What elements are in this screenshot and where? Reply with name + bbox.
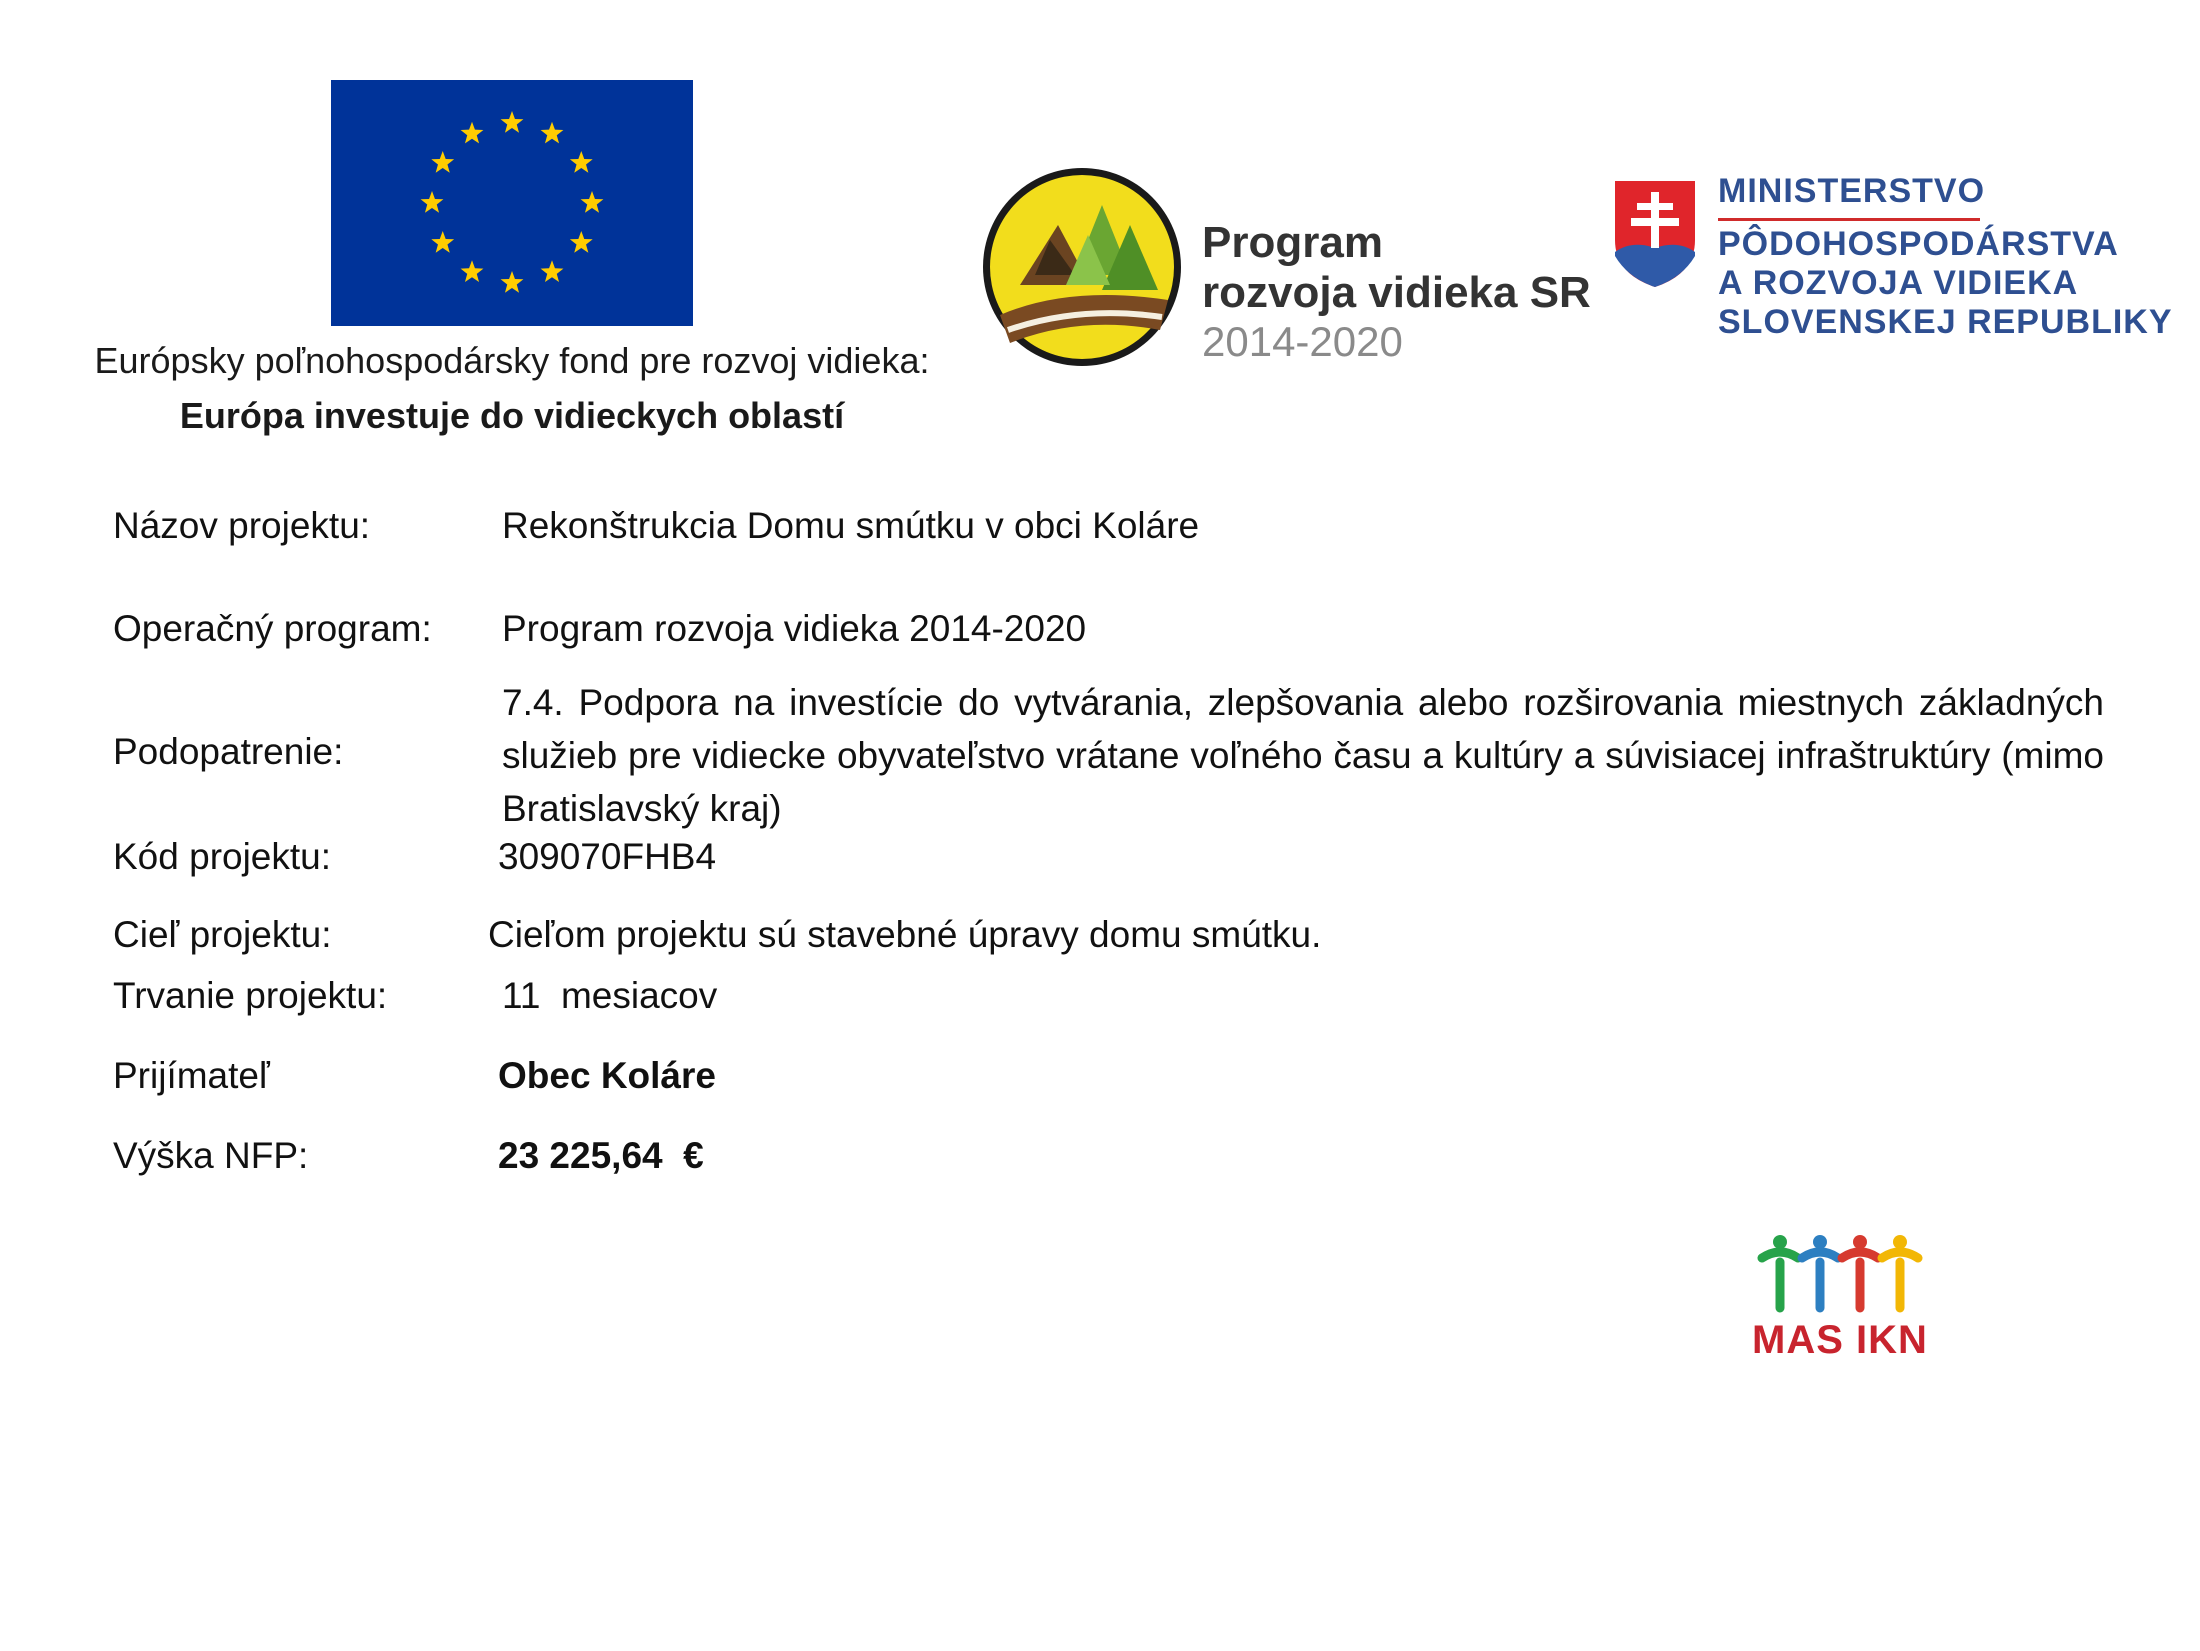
program-logo-line-3: 2014-2020 (1202, 318, 1403, 365)
recipient-label: Prijímateľ (113, 1055, 270, 1096)
project-duration-value: 11 mesiacov (502, 975, 718, 1016)
eu-fund-caption: Európsky poľnohospodársky fond pre rozvoj vidieka: (94, 340, 930, 381)
grant-amount-value: 23 225,64 € (498, 1135, 704, 1176)
ministry-line-3: A ROZVOJA VIDIEKA (1718, 264, 2079, 302)
project-goal-value: Cieľom projektu sú stavebné úpravy domu smútku. (488, 914, 1322, 955)
grant-amount-label: Výška NFP: (113, 1135, 309, 1176)
ministry-divider (1718, 218, 1980, 221)
project-code-label: Kód projektu: (113, 836, 332, 877)
mas-logo-text: MAS IKN (1752, 1318, 1928, 1362)
prv-emblem-icon (980, 165, 1185, 370)
eu-flag-icon (331, 80, 693, 326)
project-name-label: Názov projektu: (113, 505, 371, 546)
operational-program-label: Operačný program: (113, 608, 432, 649)
submeasure-label: Podopatrenie: (113, 731, 344, 772)
project-name-value: Rekonštrukcia Domu smútku v obci Koláre (502, 505, 1200, 546)
project-duration-label: Trvanie projektu: (113, 975, 388, 1016)
ministry-line-2: PÔDOHOSPODÁRSTVA (1718, 225, 2119, 263)
ministry-line-4: SLOVENSKEJ REPUBLIKY (1718, 303, 2173, 341)
project-code-value: 309070FHB4 (498, 836, 717, 877)
operational-program-value: Program rozvoja vidieka 2014-2020 (502, 608, 1087, 649)
recipient-value: Obec Koláre (498, 1055, 716, 1096)
ministry-line-1: MINISTERSTVO (1718, 172, 1986, 210)
program-logo-line-2: rozvoja vidieka SR (1202, 268, 1591, 317)
submeasure-value: 7.4. Podpora na investície do vytvárania, zlepšovania alebo rozširovania miestnych základných služieb pre vidiecke obyvateľstvo vrátane voľného času a kultúry a súvisiacej infraštruktúry (mimo Bratislavský kraj) (502, 682, 2104, 829)
ministry-logo-text (1718, 172, 2173, 342)
project-goal-label: Cieľ projektu: (113, 914, 332, 955)
program-logo-line-1: Program (1202, 218, 1383, 267)
eu-fund-slogan: Európa investuje do vidieckych oblastí (179, 395, 845, 436)
slovak-coat-of-arms-icon (1612, 178, 1698, 290)
